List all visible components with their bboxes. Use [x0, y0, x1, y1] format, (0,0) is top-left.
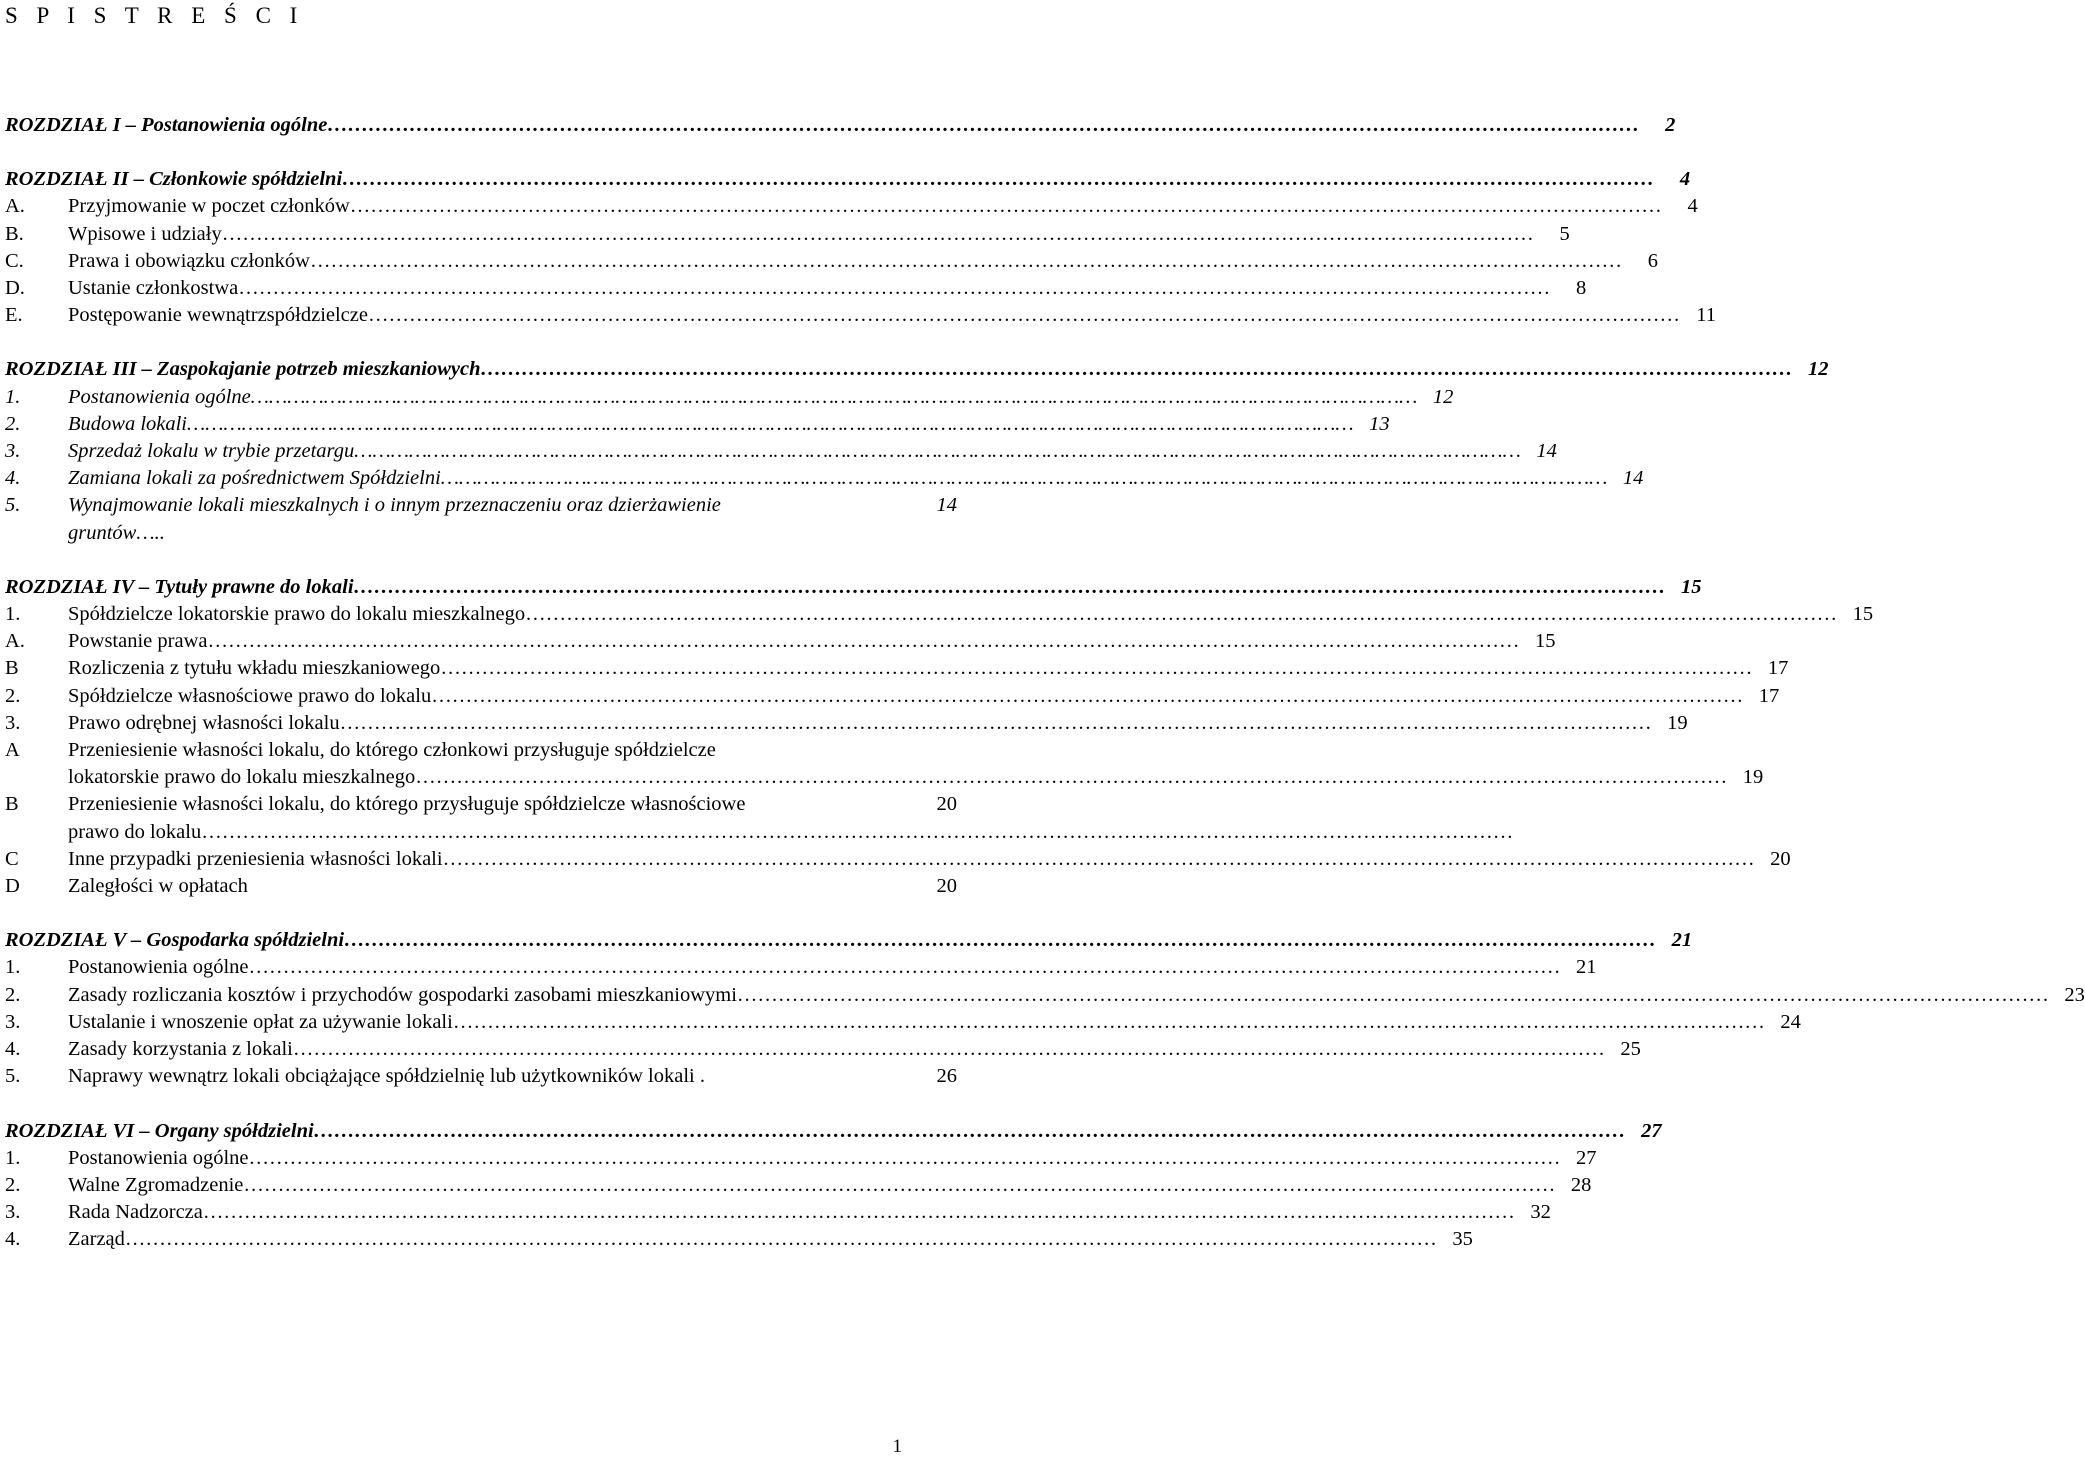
toc-page-number: 2 [1665, 114, 1676, 136]
toc-page-number: 17 [1758, 684, 1780, 707]
toc-entry-title: Ustalanie i wnoszenie opłat za używanie lokali [68, 1010, 453, 1033]
toc-entry [5, 1063, 957, 1090]
toc-page-number: 24 [1780, 1010, 1801, 1033]
toc-leader-dots [327, 112, 1639, 139]
toc-entry-title: Prawa i obowiązku członków [68, 249, 310, 272]
toc-entry-title: Zamiana lokali za pośrednictwem Spółdzielni [68, 467, 441, 490]
toc-chapter-heading [5, 927, 1693, 954]
toc-page-number: 17 [1767, 657, 1789, 680]
toc-section [5, 927, 2085, 1090]
toc-entry-title-cont: gruntów….. [68, 521, 165, 544]
toc-leader-dots [238, 275, 1550, 302]
toc-entry [5, 737, 957, 764]
toc-page-number: 32 [1530, 1201, 1551, 1224]
toc-entry-title-cont: lokatorskie prawo do lokalu mieszkalnego [68, 766, 416, 789]
toc-page-number: 8 [1575, 277, 1587, 300]
toc-entry [5, 628, 1556, 655]
toc-number: 2. [5, 1173, 21, 1196]
toc-page-number: 35 [1452, 1228, 1473, 1251]
toc-number: 3. [5, 1201, 21, 1224]
toc-leader-dots [249, 954, 1561, 981]
toc-entry [5, 791, 957, 818]
toc-number: B. [5, 222, 24, 245]
toc-entry-title: Wynajmowanie lokali mieszkalnych i o innym przeznaczeniu oraz dzierżawienie [68, 494, 721, 517]
toc-chapter-heading [5, 1118, 1662, 1145]
toc-entry [5, 438, 1557, 465]
toc-page-number: 15 [1852, 603, 1874, 626]
toc-leader-dots [443, 846, 1755, 873]
toc-number: 2. [5, 684, 21, 707]
toc-page-number: 19 [1742, 766, 1764, 789]
toc-entry [5, 982, 2085, 1009]
toc-entry [5, 954, 1597, 981]
toc-number: 4. [5, 1228, 21, 1251]
toc-section [5, 356, 1829, 546]
table-of-contents [5, 112, 2085, 1281]
toc-page-number: 26 [936, 1065, 957, 1088]
toc-entry [5, 683, 1780, 710]
toc-leader-dots [187, 411, 1354, 438]
toc-page-number: 12 [1808, 358, 1829, 381]
toc-page-number: 19 [1667, 711, 1688, 734]
toc-number: B [5, 793, 19, 816]
toc-entry-title: Postanowienia ogólne [68, 956, 249, 979]
toc-chapter-heading [5, 166, 1691, 193]
toc-page-number: 23 [2064, 983, 2085, 1006]
toc-leader-dots [737, 982, 2049, 1009]
toc-entry [5, 275, 1587, 302]
toc-leader-dots [203, 1199, 1515, 1226]
toc-number: 1. [5, 385, 21, 408]
toc-entry-continuation [5, 764, 1764, 791]
toc-number: A [5, 739, 20, 762]
toc-leader-dots [431, 683, 1743, 710]
toc-number: B [5, 657, 19, 680]
toc-number: 1. [5, 1146, 21, 1169]
toc-page-number: 6 [1647, 249, 1658, 272]
toc-chapter-heading [5, 112, 1676, 139]
toc-page-number: 28 [1570, 1173, 1592, 1196]
toc-entry-title: Zaległości w opłatach [68, 875, 248, 898]
toc-entry-title: Postanowienia ogólne [68, 1146, 249, 1169]
toc-chapter-heading [5, 356, 1829, 383]
toc-entry [5, 1145, 1597, 1172]
toc-entry-title: Rozliczenia z tytułu wkładu mieszkaniowego [68, 657, 441, 680]
toc-number: 4. [5, 467, 21, 490]
toc-page-number: 12 [1432, 385, 1454, 408]
toc-page-number: 25 [1620, 1038, 1641, 1061]
page-number: 1 [892, 1436, 902, 1457]
toc-page-number: 27 [1576, 1146, 1597, 1169]
toc-page-number: 27 [1641, 1119, 1662, 1142]
toc-leader-dots [453, 1009, 1765, 1036]
toc-number: 4. [5, 1038, 21, 1061]
toc-entry [5, 655, 1789, 682]
toc-entry-title: Zarząd [68, 1228, 125, 1251]
toc-number: 3. [5, 1010, 21, 1033]
toc-page-number: 13 [1369, 412, 1390, 435]
toc-leader-dots [481, 356, 1793, 383]
toc-leader-dots [340, 710, 1652, 737]
toc-page-number: 14 [1622, 467, 1644, 490]
toc-number: D. [5, 277, 25, 300]
toc-leader-dots [344, 927, 1656, 954]
toc-number: 5. [5, 1065, 21, 1088]
toc-entry [5, 492, 957, 519]
toc-chapter-title: ROZDZIAŁ IV – Tytuły prawne do lokali [5, 575, 354, 598]
toc-chapter-title: ROZDZIAŁ III – Zaspokajanie potrzeb mieszkaniowych [5, 358, 481, 381]
toc-page-number: 5 [1559, 222, 1570, 245]
toc-entry-title-cont: prawo do lokalu [68, 820, 202, 843]
toc-entry [5, 846, 1791, 873]
toc-page-number: 11 [1696, 304, 1716, 327]
toc-entry [5, 1009, 1801, 1036]
toc-number: 5. [5, 494, 21, 517]
toc-number: C [5, 847, 19, 870]
toc-leader-dots [440, 655, 1752, 682]
toc-section [5, 112, 1676, 139]
toc-number: 1. [5, 603, 21, 626]
toc-leader-dots [354, 438, 1521, 465]
toc-entry-title: Zasady rozliczania kosztów i przychodów gospodarki zasobami mieszkaniowymi [68, 983, 737, 1006]
toc-leader-dots [314, 1118, 1626, 1145]
toc-entry [5, 221, 1570, 248]
toc-leader-dots [415, 764, 1727, 791]
toc-leader-dots [525, 601, 1837, 628]
toc-entry-title: Powstanie prawa [68, 630, 208, 653]
toc-section [5, 1118, 1662, 1254]
toc-entry [5, 465, 1644, 492]
toc-number: 3. [5, 711, 21, 734]
toc-leader-dots [293, 1036, 1605, 1063]
toc-page-number [1513, 819, 1549, 846]
toc-entry-title: Sprzedaż lokalu w trybie przetargu [68, 440, 355, 463]
toc-leader-dots [441, 465, 1608, 492]
toc-entry-title: Spółdzielcze lokatorskie prawo do lokalu mieszkalnego [68, 603, 526, 626]
toc-page-number: 15 [1681, 575, 1702, 598]
toc-entry-title: Ustanie członkostwa [68, 277, 239, 300]
toc-leader-dots [222, 221, 1534, 248]
toc-entry-title: Przeniesienie własności lokalu, do którego członkowi przysługuje spółdzielcze [68, 739, 716, 762]
toc-entry-title: Postanowienia ogólne [68, 385, 251, 408]
toc-page-number: 15 [1534, 630, 1556, 653]
toc-entry-continuation [5, 819, 957, 846]
toc-chapter-title: ROZDZIAŁ II – Członkowie spółdzielni [5, 168, 343, 191]
toc-section [5, 166, 1716, 329]
toc-leader-dots [249, 1145, 1561, 1172]
toc-number: 2. [5, 983, 21, 1006]
toc-number: A. [5, 195, 25, 218]
toc-number: 3. [5, 440, 21, 463]
page-title: S P I S T R E Ś C I [5, 3, 304, 28]
toc-page-number: 21 [1671, 929, 1693, 952]
toc-section [5, 574, 1874, 900]
toc-entry [5, 302, 1716, 329]
toc-chapter-title: ROZDZIAŁ I – Postanowienia ogólne [5, 114, 328, 136]
toc-leader-dots [201, 819, 1513, 846]
toc-leader-dots [354, 574, 1666, 601]
toc-entry-title: Walne Zgromadzenie [68, 1173, 244, 1196]
toc-leader-dots [350, 193, 1662, 220]
toc-number: A. [5, 630, 25, 653]
toc-entry [5, 384, 1454, 411]
toc-number: 1. [5, 956, 21, 979]
toc-entry-continuation [5, 520, 957, 547]
toc-chapter-title: ROZDZIAŁ V – Gospodarka spółdzielni [5, 929, 345, 952]
toc-number: E. [5, 304, 23, 327]
toc-entry [5, 1036, 1641, 1063]
toc-entry-title: Rada Nadzorcza [68, 1201, 203, 1224]
toc-number: 2. [5, 412, 21, 435]
toc-entry-title: Wpisowe i udziały [68, 222, 222, 245]
toc-leader-dots [342, 166, 1654, 193]
toc-page-number: 4 [1687, 195, 1698, 218]
toc-entry-title: Inne przypadki przeniesienia własności lokali [68, 847, 443, 870]
toc-entry [5, 411, 1390, 438]
toc-number: D [5, 875, 20, 898]
toc-entry-title: Budowa lokali [68, 412, 188, 435]
toc-entry [5, 710, 1688, 737]
toc-page-number: 21 [1576, 956, 1597, 979]
toc-entry [5, 248, 1658, 275]
toc-leader-dots [207, 628, 1519, 655]
toc-entry-title: Przyjmowanie w poczet członków [68, 195, 350, 218]
toc-leader-dots [251, 384, 1418, 411]
toc-page-number: 14 [936, 494, 957, 517]
toc-leader-dots [243, 1172, 1555, 1199]
toc-entry [5, 601, 1874, 628]
toc-entry [5, 193, 1698, 220]
toc-entry [5, 1226, 1473, 1253]
toc-chapter-title: ROZDZIAŁ VI – Organy spółdzielni [5, 1119, 314, 1142]
toc-entry [5, 1199, 1551, 1226]
toc-chapter-heading [5, 574, 1702, 601]
toc-entry-title: Postępowanie wewnątrzspółdzielcze [68, 304, 368, 327]
toc-leader-dots [310, 248, 1622, 275]
toc-page-number: 20 [1770, 847, 1791, 870]
toc-page-number: 20 [936, 793, 957, 816]
toc-entry-title: Spółdzielcze własnościowe prawo do lokalu [68, 684, 432, 707]
toc-page-number: 14 [1536, 440, 1557, 463]
toc-entry [5, 873, 957, 900]
toc-entry-title: Prawo odrębnej własności lokalu [68, 711, 340, 734]
toc-entry-title: Przeniesienie własności lokalu, do którego przysługuje spółdzielcze własnościowe [68, 793, 746, 816]
toc-leader-dots [368, 302, 1680, 329]
toc-page-number: 20 [936, 875, 957, 898]
toc-page-number: 4 [1679, 168, 1691, 191]
toc-entry-title: Zasady korzystania z lokali [68, 1038, 293, 1061]
toc-leader-dots [125, 1226, 1437, 1253]
toc-entry-title: Naprawy wewnątrz lokali obciążające spółdzielnię lub użytkowników lokali . [68, 1065, 705, 1088]
toc-entry [5, 1172, 1592, 1199]
toc-number: C. [5, 249, 24, 272]
